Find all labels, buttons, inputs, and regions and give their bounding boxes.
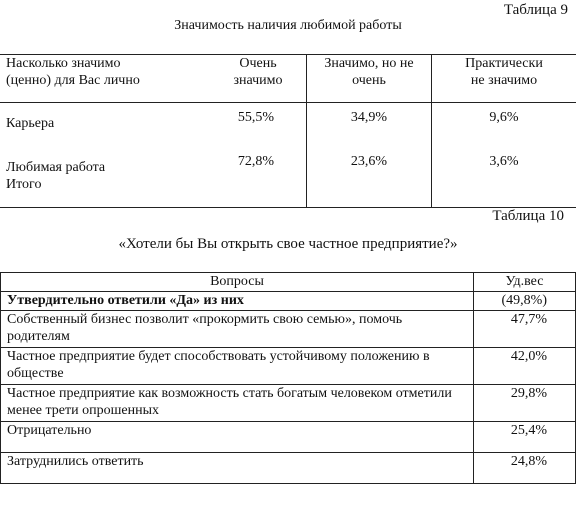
table10-header-row [1, 273, 576, 292]
table9-header-row [0, 55, 576, 103]
row-weight: 42,0% [474, 348, 576, 385]
table10-number: Таблица 10 [492, 208, 564, 224]
row-weight: 47,7% [474, 311, 576, 348]
row-weight: (49,8%) [474, 292, 576, 311]
table-row [1, 311, 576, 348]
table-row [0, 153, 576, 208]
row-weight: 25,4% [474, 422, 576, 453]
table10 [0, 272, 576, 484]
row-question: Собственный бизнес позволит «прокормить свою семью», помочь родителям [1, 311, 474, 348]
table10-title: «Хотели бы Вы открыть свое частное предприятие?» [118, 236, 458, 252]
cell-value: 72,8% [206, 153, 307, 208]
row-question: Затруднились ответить [1, 453, 474, 484]
table9-number: Таблица 9 [503, 2, 568, 18]
cell-value: 3,6% [432, 153, 576, 208]
table-row [0, 103, 576, 154]
row-question: Утвердительно ответили «Да» из них [1, 292, 474, 311]
row-question: Частное предприятие как возможность стать богатым человеком отметили менее трети опрошенных [1, 385, 474, 422]
table9-title: Значимость наличия любимой работы [174, 18, 402, 33]
table-row [1, 453, 576, 484]
row-weight: 24,8% [474, 453, 576, 484]
cell-value: 23,6% [307, 153, 432, 208]
cell-value: 9,6% [489, 110, 519, 125]
cell-value: 34,9% [307, 103, 432, 154]
table9-header-not-significant: Практически не значимо [432, 55, 576, 103]
row-label: Карьера [6, 116, 55, 131]
table9-header-significant-not-very: Значимо, но не очень [307, 55, 432, 103]
table9 [0, 54, 576, 208]
row-weight: 29,8% [474, 385, 576, 422]
table-row [1, 292, 576, 311]
table9-header-question: Насколько значимо (ценно) для Вас лично [0, 55, 206, 103]
table10-header-weight: Уд.вес [474, 273, 576, 292]
cell-value: 55,5% [206, 103, 307, 154]
table-row [1, 385, 576, 422]
table10-header-questions: Вопросы [1, 273, 474, 292]
row-question: Частное предприятие будет способствовать устойчивому положению в обществе [1, 348, 474, 385]
total-label: Итого [6, 177, 42, 192]
row-label: Любимая работа Итого [0, 153, 206, 208]
table-row [1, 422, 576, 453]
table9-header-very-significant: Очень значимо [206, 55, 307, 103]
table-row [1, 348, 576, 385]
row-question: Отрицательно [1, 422, 474, 453]
